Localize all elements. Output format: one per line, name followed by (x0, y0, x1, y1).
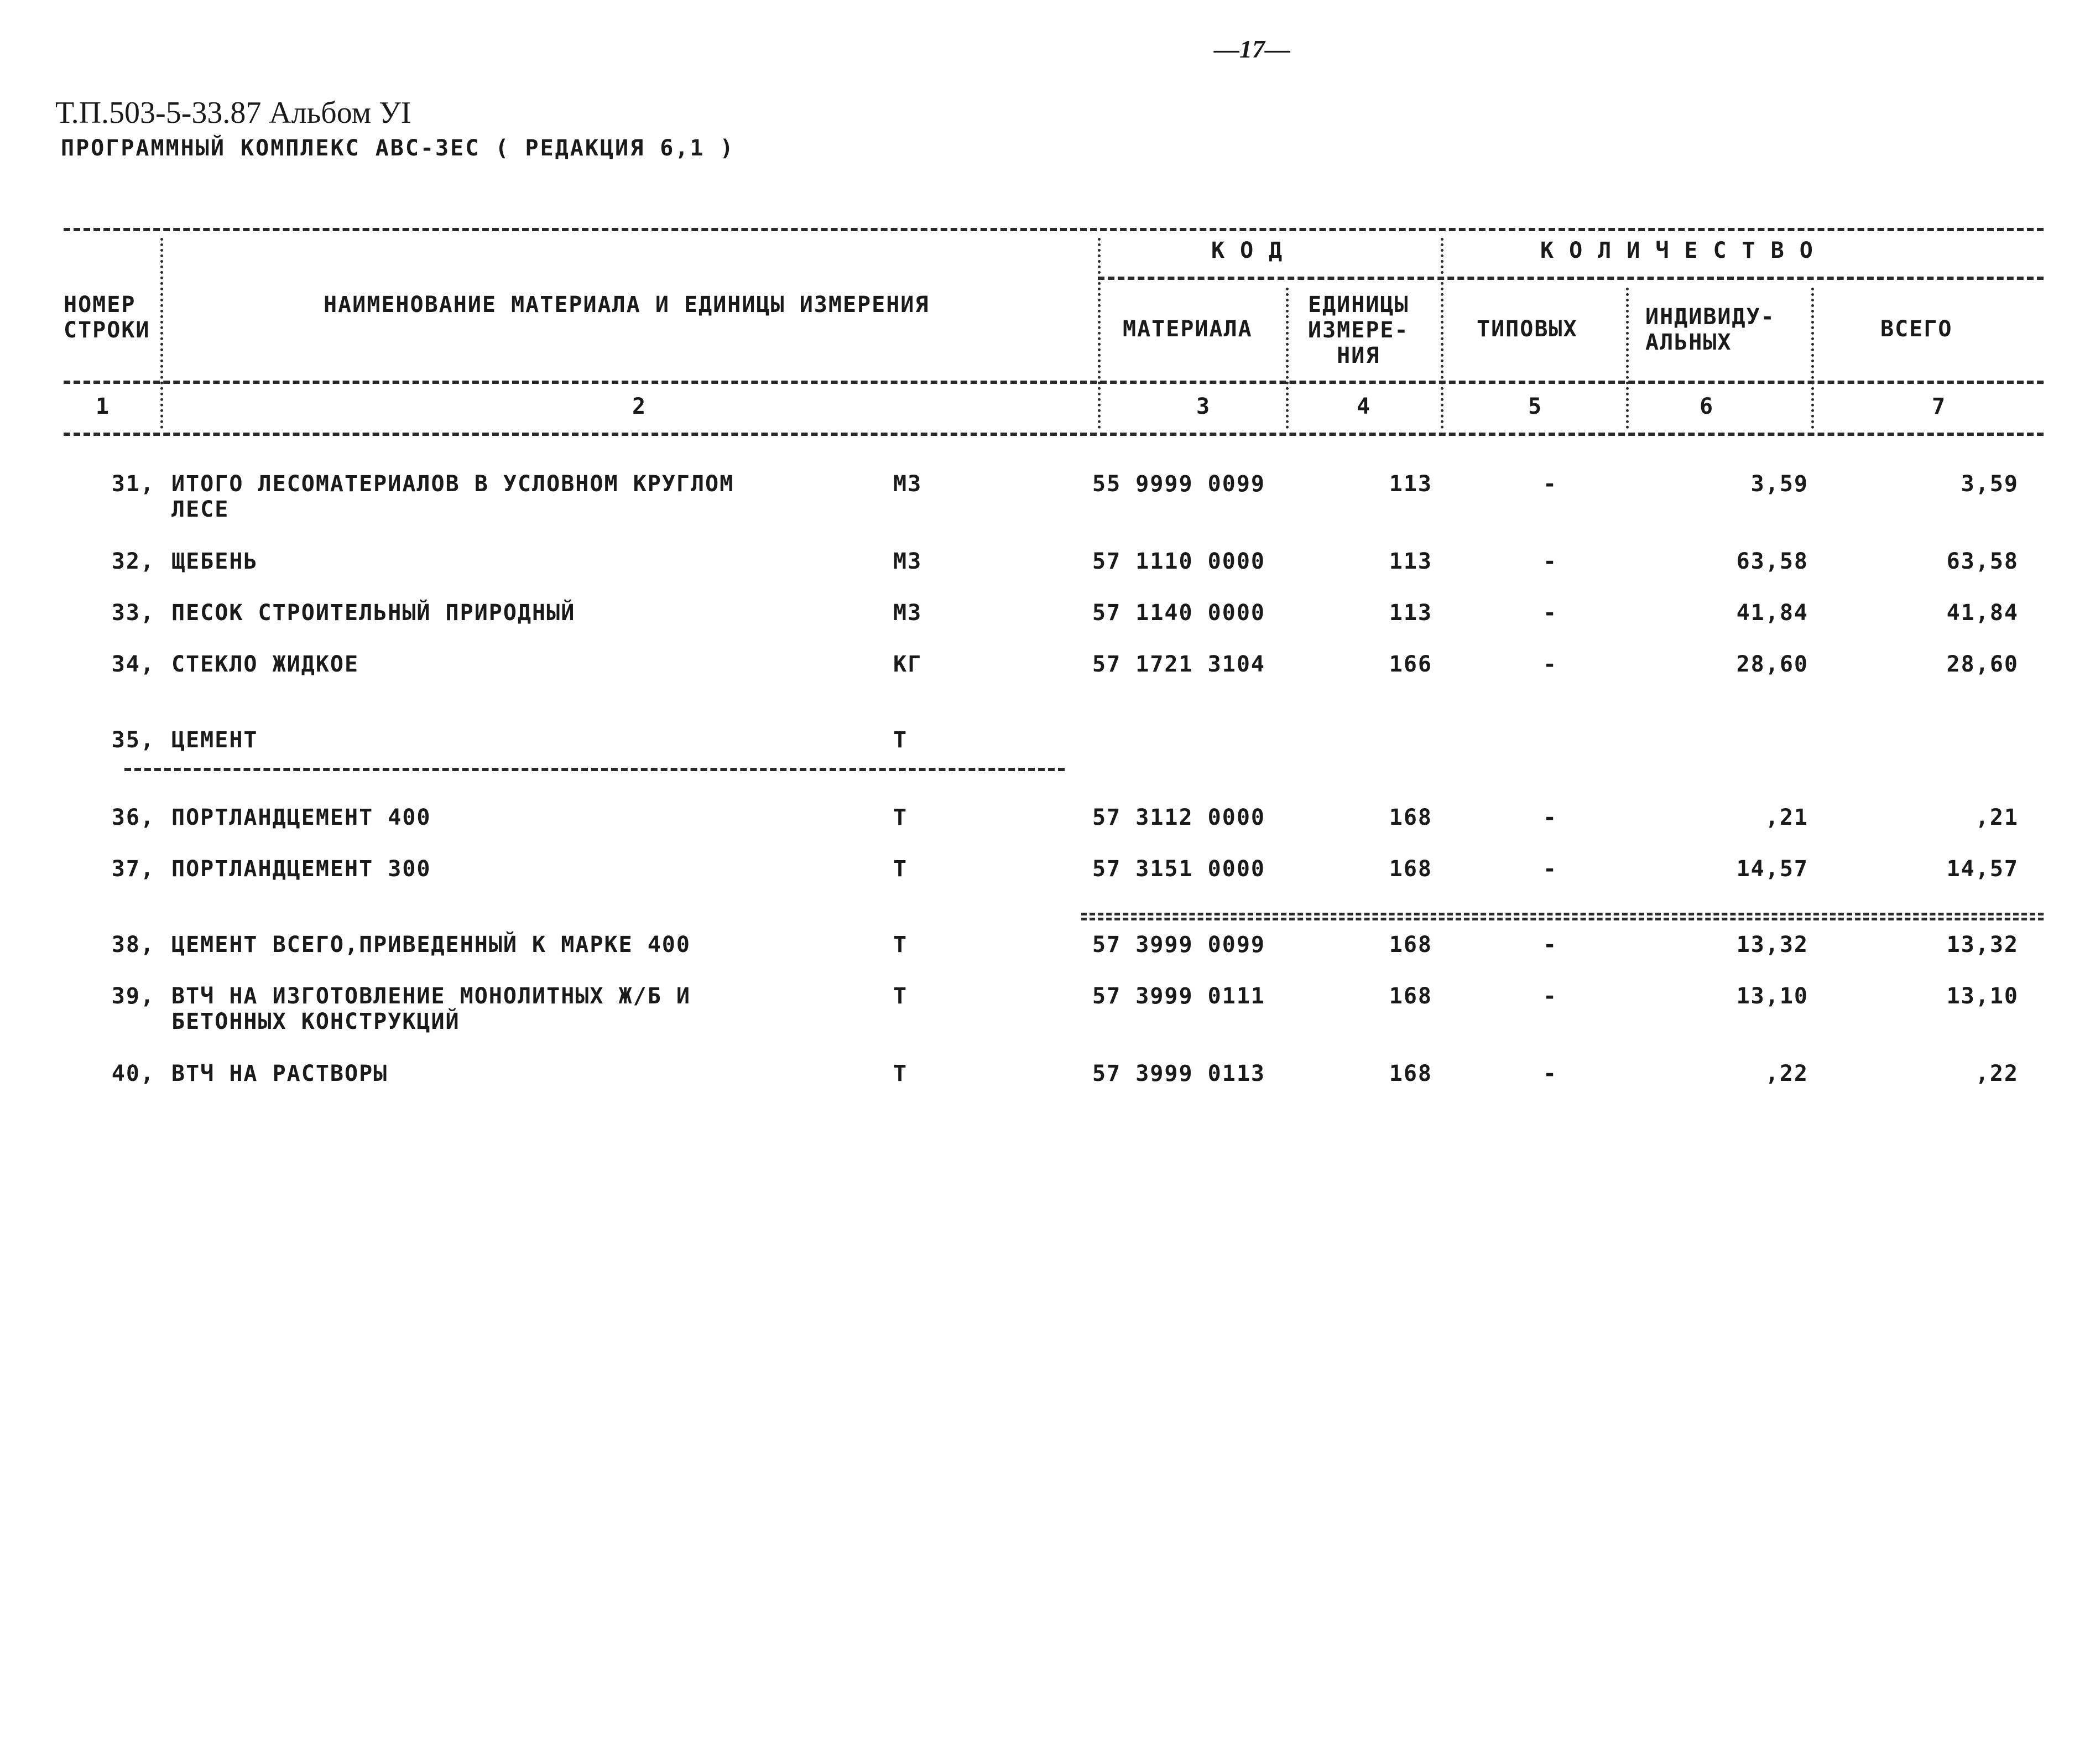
header-code-group: КОД (1211, 238, 1298, 263)
column-number-5: 5 (1528, 394, 1542, 419)
unit-label: Т (893, 984, 908, 1009)
document-title: Т.П.503-5-33.87 Альбом УI (55, 96, 411, 130)
unit-label: Т (893, 856, 908, 882)
header-quantity-individual: ИНДИВИДУ- АЛЬНЫХ (1645, 304, 1775, 355)
quantity-typical: - (1543, 600, 1558, 626)
unit-code: 113 (1389, 549, 1432, 574)
row-number: 37, (111, 856, 155, 882)
unit-code: 168 (1389, 805, 1432, 830)
unit-code: 113 (1389, 600, 1432, 626)
material-name: ЩЕБЕНЬ (171, 549, 258, 574)
material-name: СТЕКЛО ЖИДКОЕ (171, 652, 359, 677)
unit-label: Т (893, 805, 908, 830)
document-subtitle: ПРОГРАММНЫЙ КОМПЛЕКС АВС-3ЕС ( РЕДАКЦИЯ 6,1 ) (61, 136, 735, 161)
header-bottom-rule (64, 381, 2044, 384)
code-group-rule (1098, 277, 2044, 280)
material-name: ПОРТЛАНДЦЕМЕНТ 400 (171, 805, 431, 830)
row-number: 38, (111, 932, 155, 958)
unit-label: Т (893, 932, 908, 958)
unit-code: 166 (1389, 652, 1432, 677)
header-code-material: МАТЕРИАЛА (1123, 316, 1253, 342)
column-number-6: 6 (1699, 394, 1713, 419)
material-name: ЦЕМЕНТ (171, 727, 258, 753)
material-code: 57 3999 0111 (1092, 984, 1265, 1009)
quantity-total: 28,60 (1946, 652, 2019, 677)
material-code: 55 9999 0099 (1092, 471, 1265, 497)
row-number: 35, (111, 727, 155, 753)
quantity-total: ,22 (1975, 1061, 2019, 1086)
quantity-total: 14,57 (1946, 856, 2019, 882)
column-number-1: 1 (95, 394, 110, 419)
quantity-individual: 14,57 (1736, 856, 1808, 882)
header-separator-3 (1286, 288, 1289, 429)
header-quantity-typical: ТИПОВЫХ (1477, 316, 1578, 342)
material-code: 57 3999 0099 (1092, 932, 1265, 958)
quantity-typical: - (1543, 471, 1558, 497)
unit-code: 168 (1389, 932, 1432, 958)
material-code: 57 1140 0000 (1092, 600, 1265, 626)
material-name: ВТЧ НА РАСТВОРЫ (171, 1061, 388, 1086)
quantity-total: 41,84 (1946, 600, 2019, 626)
header-separator-1 (160, 238, 163, 429)
quantity-total: 63,58 (1946, 549, 2019, 574)
unit-code: 168 (1389, 1061, 1432, 1086)
column-number-2: 2 (632, 394, 646, 419)
quantity-individual: 28,60 (1736, 652, 1808, 677)
unit-label: М3 (893, 549, 922, 574)
row-number: 40, (111, 1061, 155, 1086)
quantity-individual: 63,58 (1736, 549, 1808, 574)
group-divider-rule (124, 768, 1065, 771)
header-quantity-group: КОЛИЧЕСТВО (1540, 238, 1828, 263)
quantity-typical: - (1543, 805, 1558, 830)
quantity-typical: - (1543, 549, 1558, 574)
row-number: 36, (111, 805, 155, 830)
column-number-3: 3 (1196, 394, 1210, 419)
quantity-individual: 41,84 (1736, 600, 1808, 626)
table-top-rule (64, 228, 2044, 231)
unit-code: 168 (1389, 856, 1432, 882)
quantity-individual: ,22 (1765, 1061, 1808, 1086)
header-code-unit: ЕДИНИЦЫ ИЗМЕРЕ- НИЯ (1308, 292, 1409, 368)
quantity-total: ,21 (1975, 805, 2019, 830)
quantity-individual: 13,32 (1736, 932, 1808, 958)
header-quantity-total: ВСЕГО (1880, 316, 1953, 342)
column-number-4: 4 (1356, 394, 1370, 419)
material-code: 57 1110 0000 (1092, 549, 1265, 574)
unit-code: 113 (1389, 471, 1432, 497)
quantity-typical: - (1543, 932, 1558, 958)
quantity-total: 13,32 (1946, 932, 2019, 958)
row-number: 34, (111, 652, 155, 677)
page-number: —17— (1214, 35, 1290, 63)
quantity-typical: - (1543, 984, 1558, 1009)
total-separator-rule (1081, 913, 2044, 920)
header-row-number: НОМЕР СТРОКИ (64, 292, 150, 343)
material-name: ИТОГО ЛЕСОМАТЕРИАЛОВ В УСЛОВНОМ КРУГЛОМ ЛЕСЕ (171, 471, 734, 522)
quantity-typical: - (1543, 856, 1558, 882)
unit-label: Т (893, 1061, 908, 1086)
quantity-total: 3,59 (1961, 471, 2019, 497)
column-numbers-bottom-rule (64, 433, 2044, 436)
header-separator-2 (1098, 238, 1101, 429)
row-number: 31, (111, 471, 155, 497)
material-name: ВТЧ НА ИЗГОТОВЛЕНИЕ МОНОЛИТНЫХ Ж/Б И БЕТОННЫХ КОНСТРУКЦИЙ (171, 984, 691, 1034)
material-code: 57 3999 0113 (1092, 1061, 1265, 1086)
header-separator-5 (1626, 288, 1629, 429)
unit-label: КГ (893, 652, 922, 677)
material-name: ПЕСОК СТРОИТЕЛЬНЫЙ ПРИРОДНЫЙ (171, 600, 576, 626)
material-code: 57 3112 0000 (1092, 805, 1265, 830)
quantity-individual: ,21 (1765, 805, 1808, 830)
row-number: 39, (111, 984, 155, 1009)
row-number: 32, (111, 549, 155, 574)
header-separator-6 (1811, 288, 1814, 429)
quantity-individual: 3,59 (1750, 471, 1808, 497)
unit-code: 168 (1389, 984, 1432, 1009)
unit-label: М3 (893, 600, 922, 626)
quantity-individual: 13,10 (1736, 984, 1808, 1009)
column-number-7: 7 (1931, 394, 1946, 419)
header-separator-4 (1441, 238, 1443, 429)
quantity-typical: - (1543, 1061, 1558, 1086)
quantity-total: 13,10 (1946, 984, 2019, 1009)
header-material-name: НАИМЕНОВАНИЕ МАТЕРИАЛА И ЕДИНИЦЫ ИЗМЕРЕНИЯ (324, 292, 930, 318)
material-code: 57 3151 0000 (1092, 856, 1265, 882)
unit-label: М3 (893, 471, 922, 497)
quantity-typical: - (1543, 652, 1558, 677)
unit-label: Т (893, 727, 908, 753)
material-code: 57 1721 3104 (1092, 652, 1265, 677)
material-name: ПОРТЛАНДЦЕМЕНТ 300 (171, 856, 431, 882)
material-name: ЦЕМЕНТ ВСЕГО,ПРИВЕДЕННЫЙ К МАРКЕ 400 (171, 932, 691, 958)
row-number: 33, (111, 600, 155, 626)
